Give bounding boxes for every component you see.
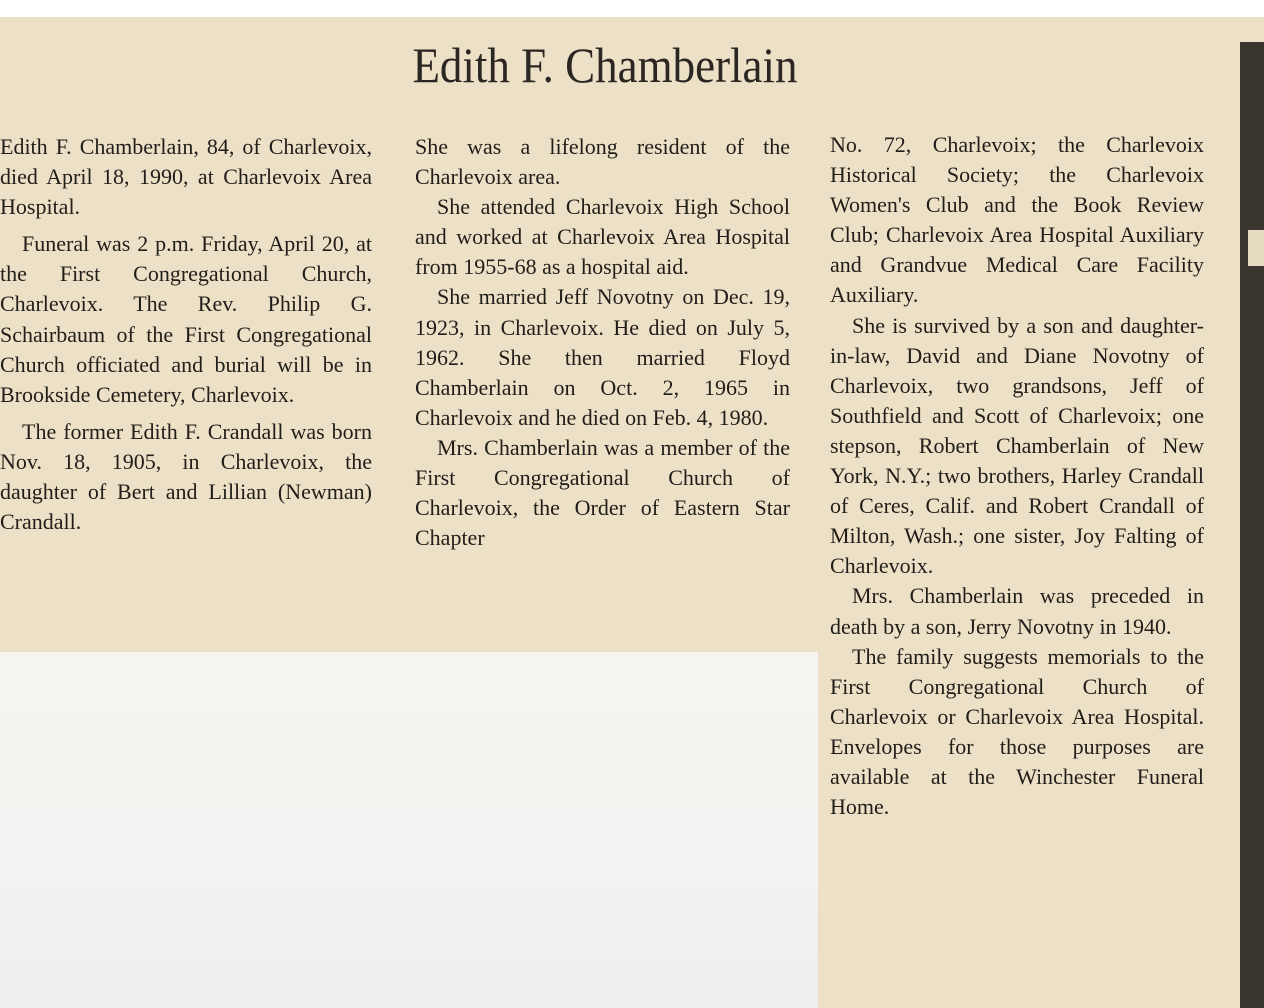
- paragraph: Mrs. Chamberlain was a member of the First Congregational Church of Charlevoix, the Order of Eastern Star Chapter: [415, 434, 790, 551]
- paragraph: She attended Charlevoix High School and worked at Charlevoix Area Hospital from 1955-68 as a hospital aid.: [415, 194, 790, 280]
- paragraph: She married Jeff Novotny on Dec. 19, 1923, in Charlevoix. He died on July 5, 1962. She then married Floyd Chamberlain on Oct. 2, 1965 in Charlevoix and he died on Feb. 4, 1980.: [415, 284, 790, 430]
- obituary-headline: Edith F. Chamberlain: [412, 37, 798, 93]
- paragraph: The family suggests memorials to the First Congregational Church of Charlevoix or Charlevoix Area Hospital. Envelopes for those purposes are available at the Winchester Funeral Home.: [830, 643, 1204, 820]
- scan-margin: [0, 0, 1264, 17]
- column-3: [830, 130, 1204, 822]
- scan-blank-area: [0, 652, 818, 1008]
- column-1: [0, 132, 372, 537]
- column-2: [415, 132, 790, 553]
- paragraph: Mrs. Chamberlain was preceded in death by a son, Jerry Novotny in 1940.: [830, 583, 1204, 639]
- paragraph: No. 72, Charlevoix; the Charlevoix Historical Society; the Charlevoix Women's Club and the Book Review Club; Charlevoix Area Hospital Auxiliary and Grandvue Medical Care Facility Auxiliary.: [830, 132, 1204, 308]
- rule-notch: [1248, 230, 1264, 266]
- paragraph: She was a lifelong resident of the Charlevoix area.: [415, 134, 790, 190]
- column-rule: [1240, 42, 1264, 1008]
- paragraph: The former Edith F. Crandall was born Nov. 18, 1905, in Charlevoix, the daughter of Bert and Lillian (Newman) Crandall.: [0, 418, 372, 535]
- paragraph: Edith F. Chamberlain, 84, of Charlevoix, died April 18, 1990, at Charlevoix Area Hospital.: [0, 134, 372, 220]
- paragraph: She is survived by a son and daughter-in-law, David and Diane Novotny of Charlevoix, two grandsons, Jeff of Southfield and Scott of Charlevoix; one stepson, Robert Chamberlain of New York, N.Y.; two brothers, Harley Crandall of Ceres, Calif. and Robert Crandall of Milton, Wash.; one sister, Joy Falting of Charlevoix.: [830, 312, 1204, 579]
- paragraph: Funeral was 2 p.m. Friday, April 20, at the First Congregational Church, Charlevoix. The Rev. Philip G. Schairbaum of the First Congregational Church officiated and burial will be in Brookside Cemetery, Charlevoix.: [0, 231, 372, 407]
